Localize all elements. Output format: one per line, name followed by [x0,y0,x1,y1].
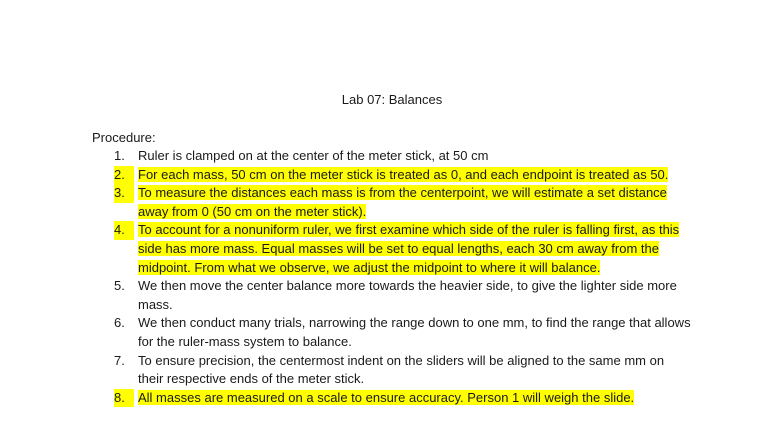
list-item-text: To ensure precision, the centermost indent on the sliders will be aligned to the same mm on their respective ends of the meter stick. [138,352,665,387]
list-item [92,352,702,389]
list-item-text [138,166,691,185]
procedure-list [92,147,702,407]
list-item-number: 8. [114,389,134,408]
highlighted-text: For each mass, 50 cm on the meter stick is treated as 0, and each endpoint is treated as 50. [138,166,669,182]
list-item [92,221,702,277]
list-item-number: 4. [114,221,134,240]
document-title: Lab 07: Balances [341,92,443,107]
list-item-number: 6. [114,315,125,331]
section-heading: Procedure: [92,130,156,145]
list-item-text [138,389,691,408]
list-item [92,147,702,166]
list-item [92,314,702,351]
list-item [92,277,702,314]
highlighted-text: To account for a nonuniform ruler, we first examine which side of the ruler is falling first, as this side has more mass. Equal masses will be set to equal lengths, each 30 cm away from the midpoint. From what we observe, we adjust the midpoint to where it will balance. [138,222,680,275]
list-item-text [138,221,691,277]
list-item-text: Ruler is clamped on at the center of the meter stick, at 50 cm [138,148,489,163]
list-item-text: We then move the center balance more towards the heavier side, to give the lighter side more mass. [138,278,677,312]
list-item [92,389,702,408]
list-item-number: 2. [114,166,134,185]
list-item [92,184,702,221]
list-item-number: 3. [114,184,134,203]
highlighted-text: All masses are measured on a scale to ensure accuracy. Person 1 will weigh the slide. [138,389,635,405]
list-item-number: 7. [114,352,125,368]
list-item [92,166,702,185]
list-item-text [138,184,691,221]
list-item-text: We then conduct many trials, narrowing the range down to one mm, to find the range that allows for the ruler-mass system to balance. [138,315,691,349]
list-item-number: 1. [114,148,125,163]
list-item-number: 5. [114,278,125,294]
highlighted-text: To measure the distances each mass is from the centerpoint, we will estimate a set distance away from 0 (50 cm on the meter stick). [138,185,667,219]
